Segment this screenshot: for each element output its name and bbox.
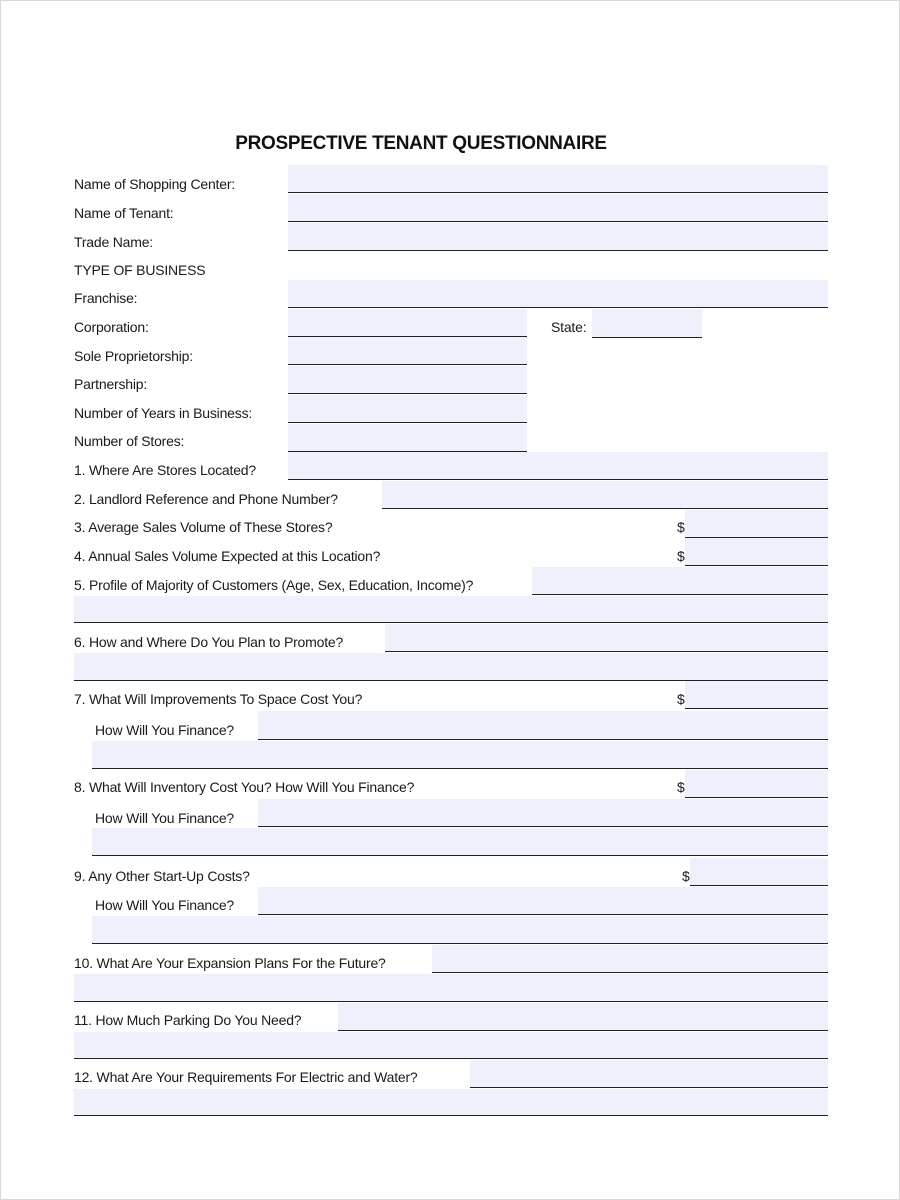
label-q4: 4. Annual Sales Volume Expected at this Location? [74,548,381,564]
franchise-field[interactable] [288,280,828,308]
q9-finance-line2[interactable] [92,916,828,944]
q3-amount-field[interactable] [685,510,828,538]
number-of-stores-field[interactable] [288,424,527,452]
label-q2: 2. Landlord Reference and Phone Number? [74,491,338,507]
q10-field[interactable] [432,945,828,973]
corporation-field[interactable] [288,309,527,337]
q5-field-line2[interactable] [74,596,828,623]
label-state: State: [551,319,587,335]
label-years-in-business: Number of Years in Business: [74,405,253,421]
q12-field-line2[interactable] [74,1089,828,1116]
years-in-business-field[interactable] [288,395,527,423]
label-q12: 12. What Are Your Requirements For Electric and Water? [74,1069,418,1085]
label-q11: 11. How Much Parking Do You Need? [74,1012,302,1028]
q7-amount-field[interactable] [685,681,828,709]
label-q7: 7. What Will Improvements To Space Cost You? [74,691,363,707]
label-q7-finance: How Will You Finance? [95,722,234,738]
shopping-center-field[interactable] [288,165,828,193]
page-title: PROSPECTIVE TENANT QUESTIONNAIRE [235,133,607,154]
label-q5: 5. Profile of Majority of Customers (Age, Sex, Education, Income)? [74,577,474,593]
sole-proprietorship-field[interactable] [288,337,527,365]
q5-field[interactable] [532,567,828,595]
q8-finance-field[interactable] [258,799,828,827]
q10-field-line2[interactable] [74,974,828,1002]
q1-field[interactable] [288,452,828,480]
label-q10: 10. What Are Your Expansion Plans For the Future? [74,955,386,971]
dollar-q9: $ [682,868,690,884]
label-shopping-center: Name of Shopping Center: [74,176,235,192]
dollar-q4: $ [677,548,685,564]
label-trade-name: Trade Name: [74,234,153,250]
partnership-field[interactable] [288,366,527,394]
tenant-field[interactable] [288,194,828,222]
label-q9-finance: How Will You Finance? [95,897,234,913]
label-type-of-business: TYPE OF BUSINESS [74,262,206,278]
label-sole-proprietorship: Sole Proprietorship: [74,348,193,364]
dollar-q3: $ [677,519,685,535]
label-q1: 1. Where Are Stores Located? [74,462,256,478]
q2-field[interactable] [382,481,828,509]
q9-finance-field[interactable] [258,887,828,915]
label-q8: 8. What Will Inventory Cost You? How Will You Finance? [74,779,415,795]
q8-amount-field[interactable] [685,770,828,798]
trade-name-field[interactable] [288,223,828,251]
dollar-q8: $ [677,779,685,795]
state-field[interactable] [592,309,702,338]
q11-field[interactable] [338,1003,828,1031]
q7-finance-field[interactable] [258,711,828,740]
dollar-q7: $ [677,691,685,707]
label-q6: 6. How and Where Do You Plan to Promote? [74,634,344,650]
label-q8-finance: How Will You Finance? [95,810,234,826]
label-tenant: Name of Tenant: [74,205,174,221]
q12-field[interactable] [470,1060,828,1088]
q6-field[interactable] [385,624,828,652]
q8-finance-line2[interactable] [92,828,828,856]
q7-finance-line2[interactable] [92,741,828,769]
label-corporation: Corporation: [74,319,149,335]
q6-field-line2[interactable] [74,653,828,681]
label-partnership: Partnership: [74,376,148,392]
label-q9: 9. Any Other Start-Up Costs? [74,868,250,884]
q9-amount-field[interactable] [690,858,828,886]
label-number-of-stores: Number of Stores: [74,433,185,449]
q11-field-line2[interactable] [74,1032,828,1059]
label-franchise: Franchise: [74,290,138,306]
q4-amount-field[interactable] [685,538,828,566]
label-q3: 3. Average Sales Volume of These Stores? [74,519,333,535]
